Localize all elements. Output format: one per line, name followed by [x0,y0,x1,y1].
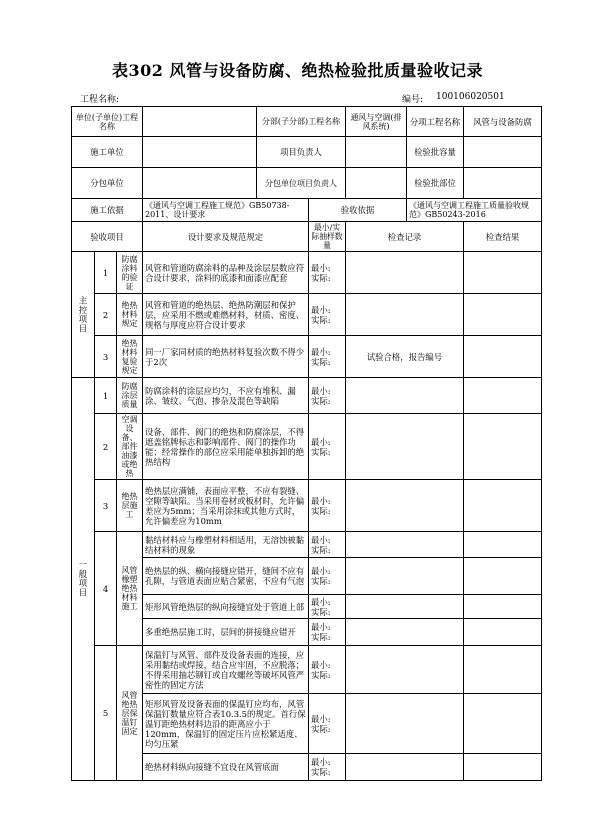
item-requirement: 同一厂家同材质的绝热材料复验次数不得少于2次 [143,336,309,378]
sampling-cell [309,619,346,646]
pm-value [346,137,407,168]
item-result [464,252,542,294]
item-result [464,378,542,414]
item-result [464,414,542,480]
sampling-min-label: 最小: [311,346,331,357]
sampling-min-label: 最小: [311,713,331,724]
item-requirement: 绝热层应满铺，表面应平整，不应有裂缝、空隙等缺陷。当采用卷材或板材时，允许偏差应为5mm；当采用涂抹或其他方式时，允许偏差应为10mm [143,480,309,532]
table-row [72,252,542,294]
sampling-actual-label: 实际: [311,723,331,734]
item-result [464,532,542,558]
subitem-value: 风管与设备防腐 [464,107,542,137]
item-result [464,595,542,619]
sampling-min-label: 最小: [311,596,331,607]
item-record [346,558,464,595]
table-row [72,754,542,781]
sampling-min-label: 最小: [311,262,331,273]
item-requirement: 绝热层的纵、横向接缝应错开，缝间不应有孔隙，与管道表面应贴合紧密，不应有气泡 [143,558,309,595]
item-record [346,532,464,558]
item-requirement: 风管和管道防腐涂料的品种及涂层层数应符合设计要求，涂料的底漆和面漆应配套 [143,252,309,294]
item-result [464,558,542,595]
sampling-min-label: 最小: [311,385,331,396]
sampling-actual-label: 实际: [311,314,331,325]
subcontractor-value [143,168,257,199]
table-row [72,414,542,480]
sampling-actual-label: 实际: [311,446,331,457]
item-result [464,646,542,694]
basis-value: 《通风与空调工程施工规范》GB50738-2011、设计要求 [143,199,309,222]
col-result: 检查结果 [464,222,542,252]
sampling-min-label: 最小: [311,622,331,632]
sampling-min-label: 最小: [311,757,331,767]
col-item: 验收项目 [72,222,143,252]
item-record [346,294,464,336]
inspection-record-table [71,106,542,781]
item-no: 2 [95,414,117,480]
item-record: 试验合格，报告编号 [346,336,464,378]
acceptance-basis-label: 验收依据 [309,199,407,222]
item-result [464,336,542,378]
table-row [72,694,542,754]
table-row [72,336,542,378]
sampling-min-label: 最小: [311,304,331,315]
main-group-label: 主控项目 [72,252,95,378]
item-no: 5 [95,646,117,781]
item-record [346,754,464,781]
sampling-cell [309,414,346,480]
number-value: 100106020501 [436,92,505,102]
sub-pm-label: 分包单位项目负责人 [257,168,346,199]
sampling-cell [309,694,346,754]
item-name: 风管橡塑绝热材料施工 [117,532,143,646]
table-row [72,595,542,619]
item-result [464,754,542,781]
item-requirement: 多重绝热层施工时，层间的拼接缝应错开 [143,619,309,646]
item-result [464,294,542,336]
sampling-cell [309,336,346,378]
item-requirement: 矩形风管及设备表面的保温钉应均布，风管保温钉数量应符合表10.3.5的规定。首行保温钉距绝热材料边沿的距离应小于120mm，保温钉的固定压片应松紧适度、均匀压紧 [143,694,309,754]
item-name: 绝热层施工 [117,480,143,532]
sampling-actual-label: 实际: [311,669,331,680]
capacity-label: 检验批容量 [407,137,464,168]
item-requirement: 绝热材料纵向接缝不宜设在风管底面 [143,754,309,781]
sampling-min-label: 最小: [311,495,331,506]
page-title: 表302 风管与设备防腐、绝热检验批质量验收记录 [112,61,483,80]
location-value [464,168,542,199]
item-no: 3 [95,336,117,378]
subunit-value: 通风与空调(排风系统) [346,107,407,137]
pm-label: 项目负责人 [257,137,346,168]
item-result [464,619,542,646]
basis-label: 施工依据 [72,199,143,222]
item-requirement: 黏结材料应与橡塑材料相适用，无溶蚀被黏结材料的现象 [143,532,309,558]
table-row [72,378,542,414]
table-row [72,480,542,532]
table-row [72,558,542,595]
sampling-min-label: 最小: [311,534,331,545]
sampling-actual-label: 实际: [311,544,331,555]
item-no: 3 [95,480,117,532]
sampling-actual-label: 实际: [311,395,331,406]
sampling-cell [309,378,346,414]
item-record [346,414,464,480]
sampling-cell [309,532,346,558]
subunit-label: 分部(子分部)工程名称 [257,107,346,137]
sampling-cell [309,480,346,532]
contractor-value [143,137,257,168]
item-requirement: 矩形风管绝热层的纵向接缝宜处于管道上部 [143,595,309,619]
item-name: 绝热材料规定 [117,294,143,336]
subitem-label: 分项工程名称 [407,107,464,137]
unit-label: 单位(子单位)工程名称 [72,107,143,137]
sampling-min-label: 最小: [311,659,331,670]
item-result [464,480,542,532]
item-record [346,646,464,694]
item-no: 2 [95,294,117,336]
item-name: 风管绝热层保温钉固定 [117,646,143,781]
item-no: 1 [95,378,117,414]
sampling-cell [309,754,346,781]
capacity-value [464,137,542,168]
sampling-min-label: 最小: [311,566,331,576]
contractor-label: 施工单位 [72,137,143,168]
subcontractor-label: 分包单位 [72,168,143,199]
sampling-actual-label: 实际: [311,272,331,283]
sampling-actual-label: 实际: [311,606,331,617]
item-no: 4 [95,532,117,646]
col-sampling: 最小/实际抽样数量 [309,222,346,252]
item-record [346,595,464,619]
item-name: 空调设备、部件油漆或绝热 [117,414,143,480]
col-record: 检查记录 [346,222,464,252]
item-record [346,378,464,414]
sampling-actual-label: 实际: [311,505,331,516]
item-record [346,480,464,532]
acceptance-basis-value: 《通风与空调工程施工质量验收规范》GB50243-2016 [407,199,542,222]
table-row [72,619,542,646]
item-requirement: 风管和管道的绝热层、绝热防潮层和保护层，应采用不燃或难燃材料，材质、密度、规格与厚度应符合设计要求 [143,294,309,336]
sampling-min-label: 最小: [311,436,331,447]
item-requirement: 保温钉与风管、部件及设备表面的连接，应采用黏结或焊接，结合应牢固，不应脱落；不得采用抽芯铆钉或自攻螺丝等破坏风管严密性的固定方法 [143,646,309,694]
item-no: 1 [95,252,117,294]
sub-pm-value [346,168,407,199]
item-result [464,694,542,754]
col-requirement: 设计要求及规范规定 [143,222,309,252]
item-record [346,619,464,646]
item-requirement: 防腐涂料的涂层应均匀，不应有堆积、漏涂、皱纹、气泡、掺杂及混色等缺陷 [143,378,309,414]
unit-value [143,107,257,137]
item-name: 防腐涂料的验证 [117,252,143,294]
project-name-label: 工程名称: [80,95,120,105]
sampling-actual-label: 实际: [311,576,331,586]
sampling-cell [309,558,346,595]
sampling-actual-label: 实际: [311,356,331,367]
number-label: 编号: [402,95,424,105]
table-row [72,294,542,336]
sampling-cell [309,252,346,294]
item-name: 绝热材料复验规定 [117,336,143,378]
item-name: 防腐涂层质量 [117,378,143,414]
sampling-cell [309,646,346,694]
location-label: 检验批部位 [407,168,464,199]
sampling-actual-label: 实际: [311,767,331,777]
general-group-label: 一般项目 [72,378,95,781]
sampling-cell [309,595,346,619]
sampling-actual-label: 实际: [311,632,331,642]
table-row [72,646,542,694]
item-requirement: 设备、部件、阀门的绝热和防腐涂层，不得遮盖铭牌标志和影响部件、阀门的操作功能；经常操作的部位应采用能单独拆卸的绝热结构 [143,414,309,480]
item-record [346,252,464,294]
table-row [72,532,542,558]
sampling-cell [309,294,346,336]
item-record [346,694,464,754]
